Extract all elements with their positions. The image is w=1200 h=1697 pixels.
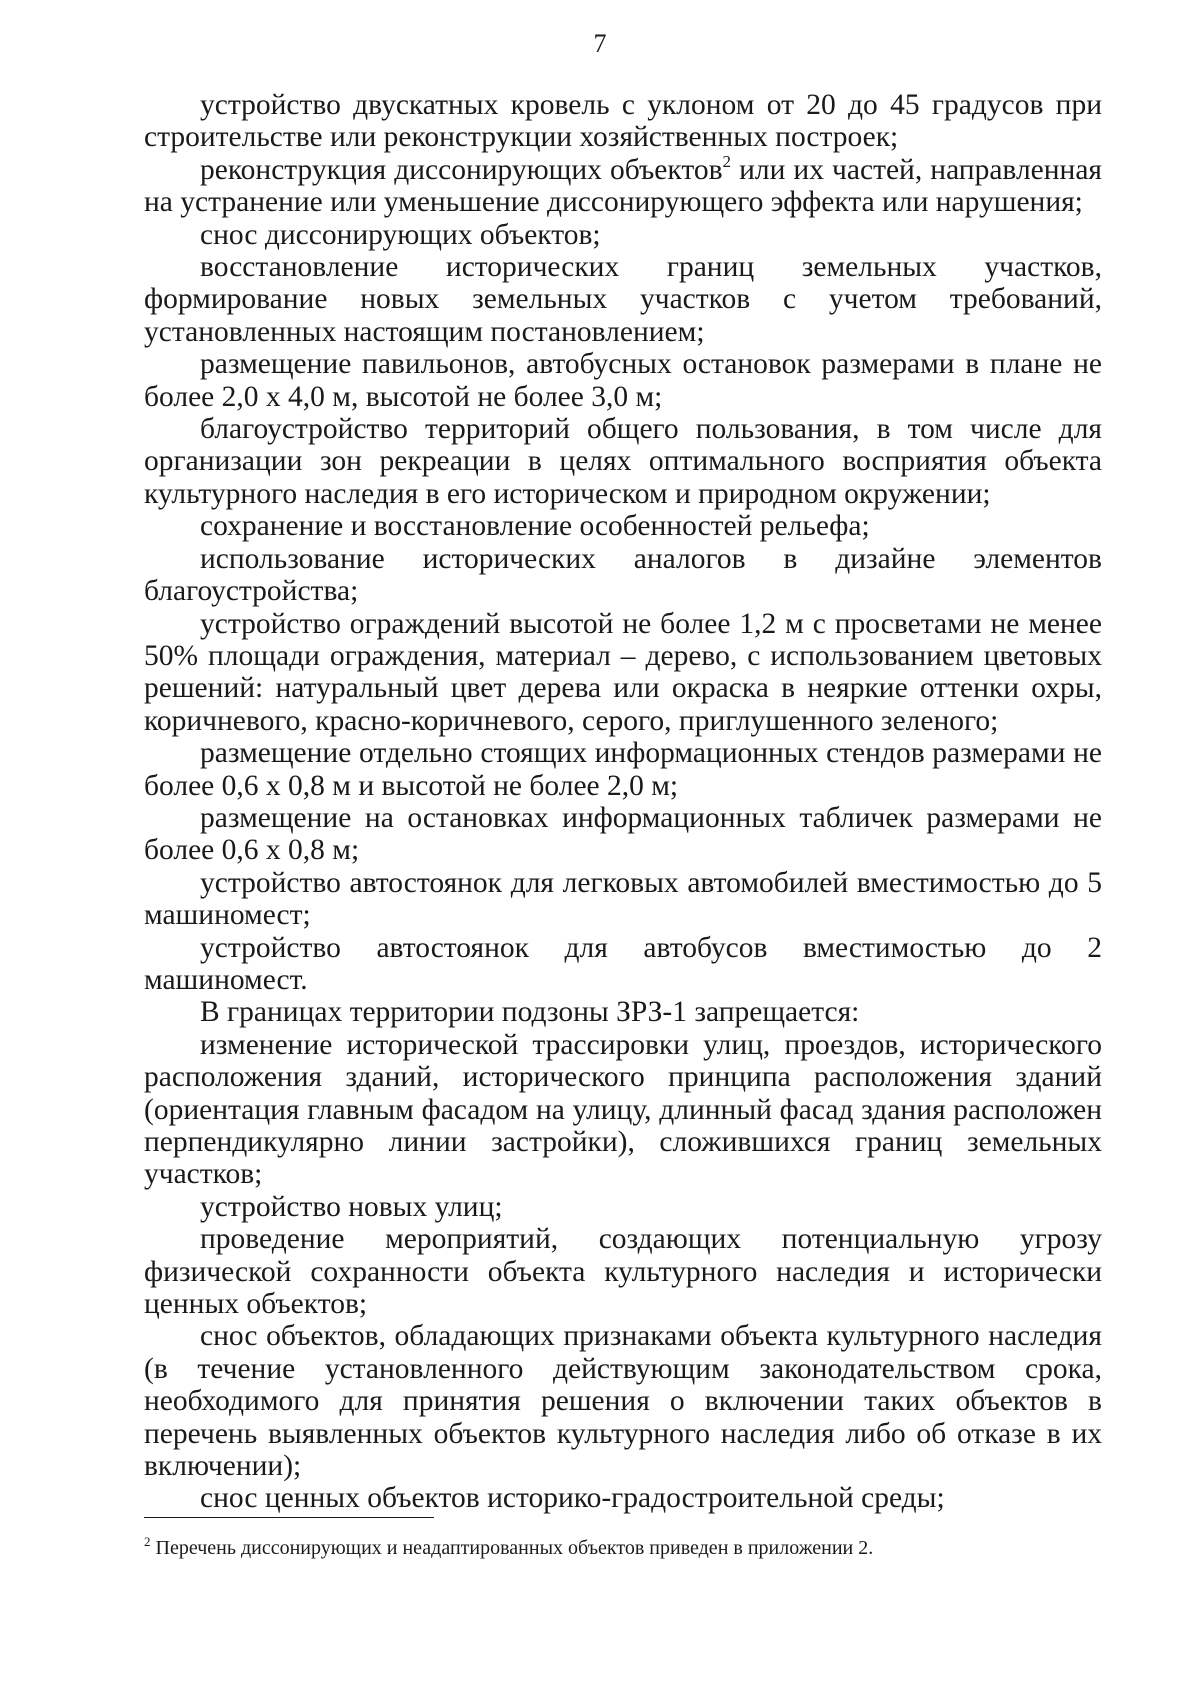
paragraph: размещение павильонов, автобусных остановок размерами в плане не более 2,0 х 4,0 м, высотой не более 3,0 м; [144, 348, 1102, 413]
paragraph: снос ценных объектов историко-градостроительной среды; [200, 1482, 945, 1515]
footnote-text: Перечень диссонирующих и неадаптированных объектов приведен в приложении 2. [150, 1537, 874, 1559]
paragraph-text: или их частей, направленная на устранение или уменьшение диссонирующего эффекта или нарушения; [144, 153, 1102, 219]
paragraph: снос объектов, обладающих признаками объекта культурного наследия (в течение установленного действующим законодательством срока, необходимого для принятия решения о включении таких объектов в перечень выявленных объектов культурного наследия либо об отказе в их включении); [144, 1320, 1102, 1483]
paragraph: устройство автостоянок для легковых автомобилей вместимостью до 5 машиномест; [144, 866, 1102, 932]
footnote [144, 1535, 1102, 1561]
paragraph: размещение отдельно стоящих информационных стендов размерами не более 0,6 х 0,8 м и высотой не более 2,0 м; [144, 737, 1102, 802]
page-number: 7 [593, 29, 607, 58]
footnote-divider [144, 1517, 434, 1518]
paragraph: проведение мероприятий, создающих потенциальную угрозу физической сохранности объекта культурного наследия и исторически ценных объектов; [144, 1223, 1102, 1321]
paragraph: благоустройство территорий общего пользования, в том числе для организации зон рекреации в целях оптимального восприятия объекта культурного наследия в его историческом и природном окружении; [144, 413, 1102, 510]
paragraph-with-footnote-ref [144, 151, 1102, 219]
paragraph: использование исторических аналогов в дизайне элементов благоустройства; [144, 542, 1102, 608]
paragraph: восстановление исторических границ земельных участков, формирование новых земельных участков с учетом требований, установленных настоящим постановлением; [144, 251, 1102, 348]
paragraph: сохранение и восстановление особенностей рельефа; [200, 510, 870, 543]
section-heading-paragraph: В границах территории подзоны ЗРЗ-1 запрещается: [200, 996, 860, 1029]
paragraph-text: реконструкция диссонирующих объектов [200, 153, 723, 186]
paragraph: устройство новых улиц; [200, 1190, 503, 1223]
paragraph: устройство ограждений высотой не более 1,2 м с просветами не менее 50% площади ограждения, материал – дерево, с использованием цветовых решений: натуральный цвет дерева или окраска в неяркие оттенки охры, коричневого, красно-коричневого, серого, приглушенного зеленого; [144, 607, 1102, 737]
footnote-marker: 2 [144, 1534, 151, 1549]
paragraph: устройство автостоянок для автобусов вместимостью до 2 машиномест. [144, 931, 1102, 996]
paragraph: снос диссонирующих объектов; [200, 218, 601, 251]
paragraph: устройство двускатных кровель с уклоном от 20 до 45 градусов при строительстве или реконструкции хозяйственных построек; [144, 89, 1102, 154]
footnote-reference[interactable]: 2 [722, 151, 731, 171]
body-text [144, 89, 1102, 1515]
paragraph: размещение на остановках информационных табличек размерами не более 0,6 х 0,8 м; [144, 801, 1102, 867]
paragraph: изменение исторической трассировки улиц, проездов, исторического расположения зданий, исторического принципа расположения зданий (ориентация главным фасадом на улицу, длинный фасад здания расположен перпендикулярно линии застройки), сложившихся границ земельных участков; [144, 1028, 1102, 1191]
